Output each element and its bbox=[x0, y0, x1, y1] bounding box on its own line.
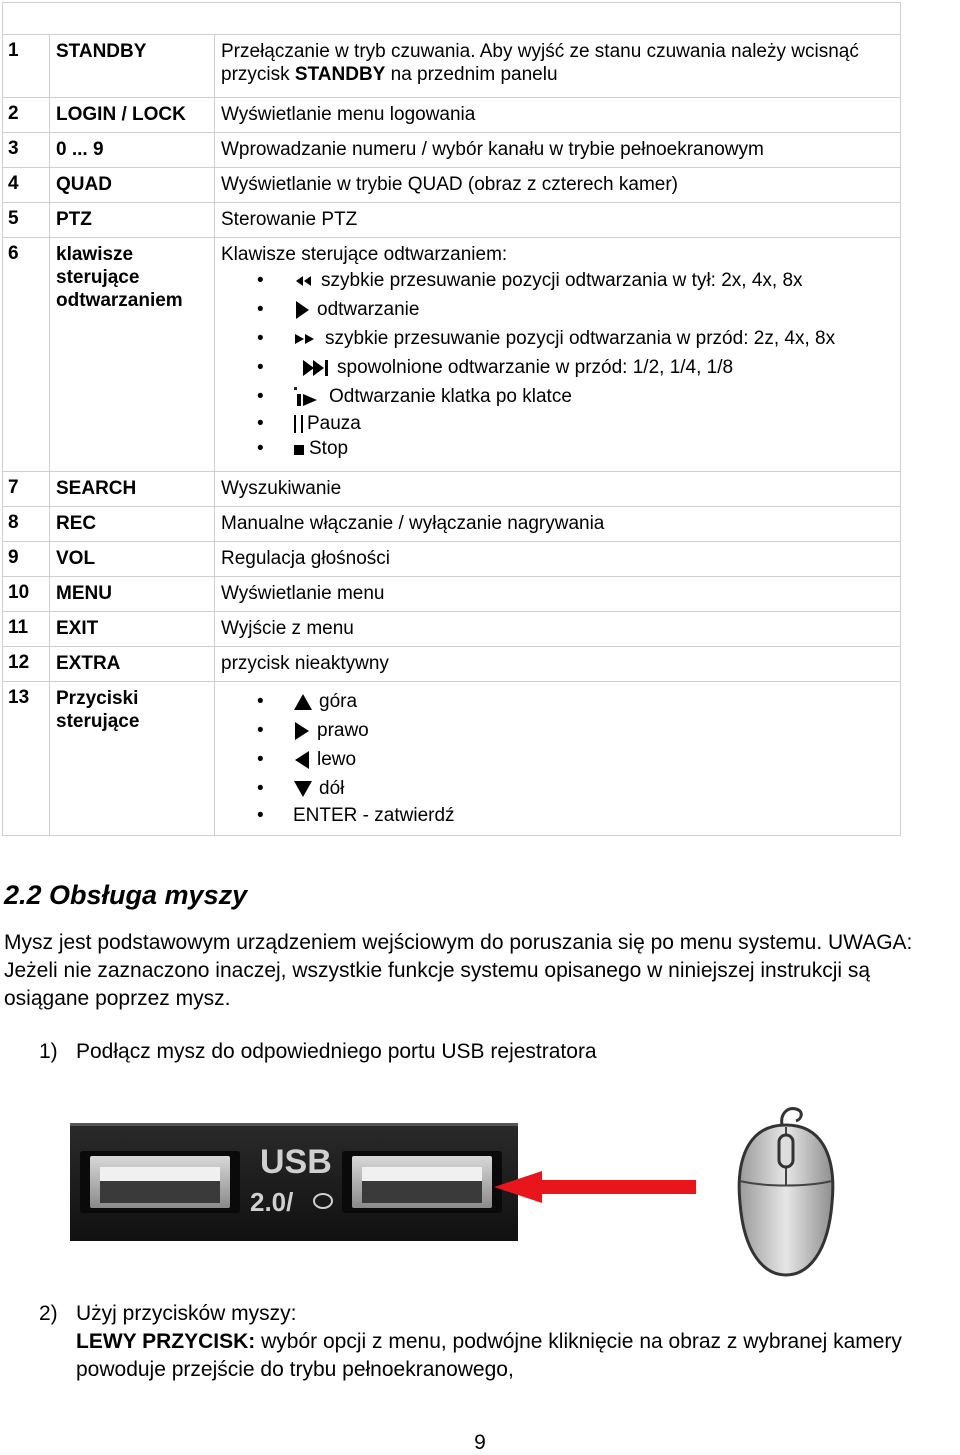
table-row bbox=[3, 472, 901, 507]
arrow-down-icon bbox=[293, 780, 313, 798]
row-number: 8 bbox=[3, 507, 50, 542]
key-name: EXIT bbox=[50, 612, 215, 647]
pause-icon bbox=[293, 414, 305, 434]
list-item: • dół bbox=[221, 774, 900, 803]
section-heading: 2.2 Obsługa myszy bbox=[4, 880, 248, 910]
rewind-icon bbox=[293, 274, 315, 288]
play-icon bbox=[293, 300, 311, 320]
table-header-row bbox=[3, 3, 901, 35]
list-item: • góra bbox=[221, 687, 900, 716]
key-name: LOGIN / LOCK bbox=[50, 98, 215, 133]
usb-ports-photo bbox=[70, 1123, 518, 1241]
arrow-right-icon bbox=[293, 721, 311, 741]
key-name: 0 ... 9 bbox=[50, 133, 215, 168]
list-item: • lewo bbox=[221, 745, 900, 774]
row-number: 3 bbox=[3, 133, 50, 168]
row-number: 1 bbox=[3, 35, 50, 98]
key-description: Wyjście z menu bbox=[215, 612, 901, 647]
key-description: Sterowanie PTZ bbox=[215, 203, 901, 238]
mouse-image bbox=[726, 1103, 846, 1283]
row-number: 4 bbox=[3, 168, 50, 203]
arrow-up-icon bbox=[293, 693, 313, 711]
table-row bbox=[3, 577, 901, 612]
usb-version-label: 2.0/ bbox=[250, 1187, 294, 1217]
key-description: Wprowadzanie numeru / wybór kanału w trybie pełnoekranowym bbox=[215, 133, 901, 168]
row-number: 9 bbox=[3, 542, 50, 577]
step-number: 2) bbox=[39, 1302, 58, 1325]
row-number: 13 bbox=[3, 682, 50, 836]
arrow-left-icon bbox=[293, 750, 311, 770]
row-number: 5 bbox=[3, 203, 50, 238]
fast-forward-icon bbox=[293, 332, 319, 346]
step-2 bbox=[39, 1300, 949, 1390]
table-row bbox=[3, 612, 901, 647]
key-description: przycisk nieaktywny bbox=[215, 647, 901, 682]
playback-keys-intro: Klawisze sterujące odtwarzaniem: bbox=[221, 244, 508, 265]
key-description: Regulacja głośności bbox=[215, 542, 901, 577]
list-item: • Stop bbox=[221, 436, 900, 461]
key-description: Wyświetlanie menu logowania bbox=[215, 98, 901, 133]
step-text: Użyj przycisków myszy: LEWY PRZYCISK: wybór opcji z menu, podwójne kliknięcie na obraz z wybranej kamery powoduje przejście do trybu pełnoekranowego, bbox=[76, 1302, 902, 1381]
key-description: Wyszukiwanie bbox=[215, 472, 901, 507]
step-number: 1) bbox=[39, 1040, 58, 1063]
key-description bbox=[215, 238, 901, 472]
key-name: MENU bbox=[50, 577, 215, 612]
list-item: • Odtwarzanie klatka po klatce bbox=[221, 382, 900, 411]
table-row bbox=[3, 133, 901, 168]
key-name: EXTRA bbox=[50, 647, 215, 682]
usb-label: USB bbox=[260, 1143, 332, 1181]
list-item: • prawo bbox=[221, 716, 900, 745]
table-row bbox=[3, 238, 901, 472]
list-item: • szybkie przesuwanie pozycji odtwarzania w przód: 2z, 4x, 8x bbox=[221, 324, 900, 353]
frame-step-icon bbox=[293, 386, 323, 408]
table-row bbox=[3, 168, 901, 203]
key-description: Przełączanie w tryb czuwania. Aby wyjść ze stanu czuwania należy wcisnąć przycisk STANDBY na przednim panelu bbox=[215, 35, 901, 98]
table-row bbox=[3, 682, 901, 836]
stop-icon bbox=[293, 443, 305, 455]
connection-arrow bbox=[494, 1170, 700, 1204]
slow-forward-icon bbox=[293, 358, 331, 378]
key-name: STANDBY bbox=[50, 35, 215, 98]
table-row bbox=[3, 647, 901, 682]
key-name: Przyciski sterujące bbox=[50, 682, 215, 836]
page-number: 9 bbox=[474, 1431, 486, 1454]
list-item: • odtwarzanie bbox=[221, 295, 900, 324]
row-number: 7 bbox=[3, 472, 50, 507]
row-number: 10 bbox=[3, 577, 50, 612]
list-item: • szybkie przesuwanie pozycji odtwarzania w tył: 2x, 4x, 8x bbox=[221, 266, 900, 295]
row-number: 2 bbox=[3, 98, 50, 133]
remote-keys-table bbox=[2, 2, 901, 836]
scroll-wheel bbox=[779, 1135, 793, 1167]
table-row bbox=[3, 507, 901, 542]
key-name: REC bbox=[50, 507, 215, 542]
list-item: • Pauza bbox=[221, 411, 900, 436]
key-description: Wyświetlanie w trybie QUAD (obraz z czterech kamer) bbox=[215, 168, 901, 203]
row-number: 6 bbox=[3, 238, 50, 472]
row-number: 12 bbox=[3, 647, 50, 682]
table-row bbox=[3, 35, 901, 98]
section-paragraph: Mysz jest podstawowym urządzeniem wejściowym do poruszania się po menu systemu. UWAGA: Jeżeli nie zaznaczono inaczej, wszystkie funkcje systemu opisanego w niniejszej instrukcji są osiągane poprzez mysz. bbox=[4, 931, 913, 1010]
list-item: • spowolnione odtwarzanie w przód: 1/2, 1/4, 1/8 bbox=[221, 353, 900, 382]
key-description: Wyświetlanie menu bbox=[215, 577, 901, 612]
table-row bbox=[3, 98, 901, 133]
key-name: SEARCH bbox=[50, 472, 215, 507]
key-description: Manualne włączanie / wyłączanie nagrywania bbox=[215, 507, 901, 542]
key-name: QUAD bbox=[50, 168, 215, 203]
table-row bbox=[3, 542, 901, 577]
key-name: VOL bbox=[50, 542, 215, 577]
key-name: PTZ bbox=[50, 203, 215, 238]
navigation-keys-list bbox=[221, 687, 900, 828]
table-row bbox=[3, 203, 901, 238]
step-text: Podłącz mysz do odpowiedniego portu USB rejestratora bbox=[76, 1040, 597, 1063]
list-item: • ENTER - zatwierdź bbox=[221, 803, 900, 828]
key-name: klawisze sterujące odtwarzaniem bbox=[50, 238, 215, 472]
row-number: 11 bbox=[3, 612, 50, 647]
playback-keys-list bbox=[221, 266, 900, 461]
key-description bbox=[215, 682, 901, 836]
